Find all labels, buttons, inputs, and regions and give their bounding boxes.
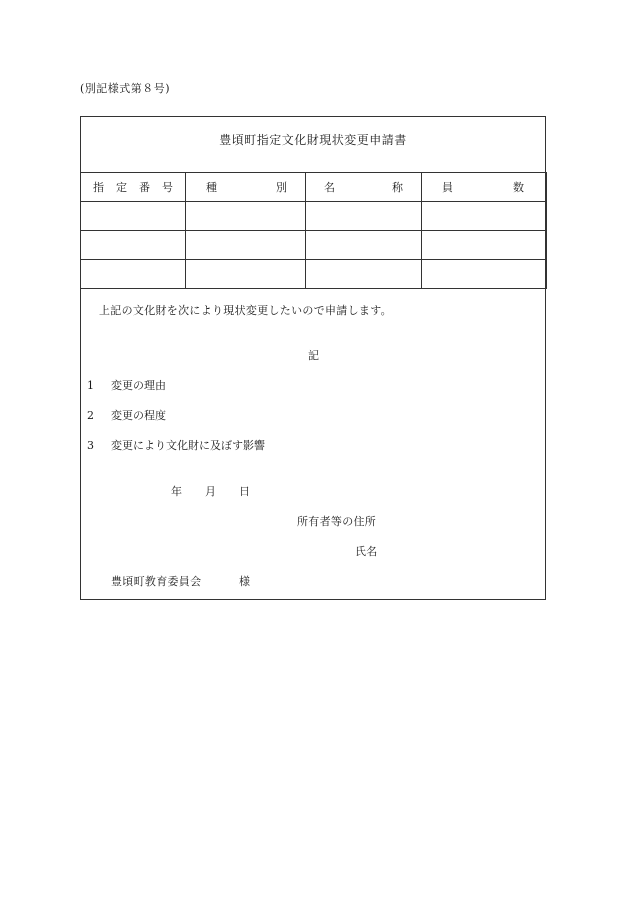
header-quantity: [422, 173, 547, 202]
table-header-row: [81, 173, 547, 202]
addressee: 豊頃町教育委員会: [111, 575, 202, 588]
cell-type[interactable]: [186, 260, 306, 289]
ki-heading: 記: [308, 349, 320, 362]
cell-designation-number[interactable]: [81, 231, 186, 260]
table-row: [81, 202, 547, 231]
honorific: 様: [239, 575, 251, 588]
form-title: 豊頃町指定文化財現状変更申請書: [219, 133, 407, 147]
header-char: 称: [392, 181, 403, 194]
cell-designation-number[interactable]: [81, 260, 186, 289]
table-row: [81, 231, 547, 260]
cell-quantity[interactable]: [422, 231, 547, 260]
form-number: (別記様式第８号): [80, 82, 171, 95]
cell-name[interactable]: [306, 231, 422, 260]
item-number: 3: [87, 439, 94, 452]
item-label: 変更の理由: [111, 379, 166, 392]
date-month-label: 月: [205, 485, 217, 498]
cell-designation-number[interactable]: [81, 202, 186, 231]
item-label: 変更により文化財に及ぼす影響: [111, 439, 265, 452]
application-form: [80, 116, 546, 600]
cell-quantity[interactable]: [422, 260, 547, 289]
header-char: 指: [93, 181, 104, 194]
header-designation-number: [81, 173, 186, 202]
list-item: [87, 437, 265, 453]
table-row: [81, 260, 547, 289]
cell-type[interactable]: [186, 231, 306, 260]
header-char: 名: [324, 181, 335, 194]
header-char: 員: [442, 181, 453, 194]
item-number: 1: [87, 379, 94, 392]
owner-name-label: 氏名: [355, 545, 378, 558]
date-day-label: 日: [239, 485, 251, 498]
header-char: 定: [116, 181, 127, 194]
header-char: 号: [162, 181, 173, 194]
property-table: [80, 172, 547, 289]
date-year-label: 年: [171, 485, 183, 498]
list-item: [87, 377, 166, 393]
application-statement: 上記の文化財を次により現状変更したいので申請します。: [99, 304, 392, 317]
cell-type[interactable]: [186, 202, 306, 231]
owner-address-label: 所有者等の住所: [297, 515, 377, 528]
item-number: 2: [87, 409, 94, 422]
header-char: 数: [513, 181, 524, 194]
header-type: [186, 173, 306, 202]
cell-name[interactable]: [306, 260, 422, 289]
header-name: [306, 173, 422, 202]
cell-name[interactable]: [306, 202, 422, 231]
header-char: 別: [276, 181, 287, 194]
header-char: 番: [139, 181, 150, 194]
item-label: 変更の程度: [111, 409, 166, 422]
header-char: 種: [206, 181, 217, 194]
list-item: [87, 407, 166, 423]
cell-quantity[interactable]: [422, 202, 547, 231]
